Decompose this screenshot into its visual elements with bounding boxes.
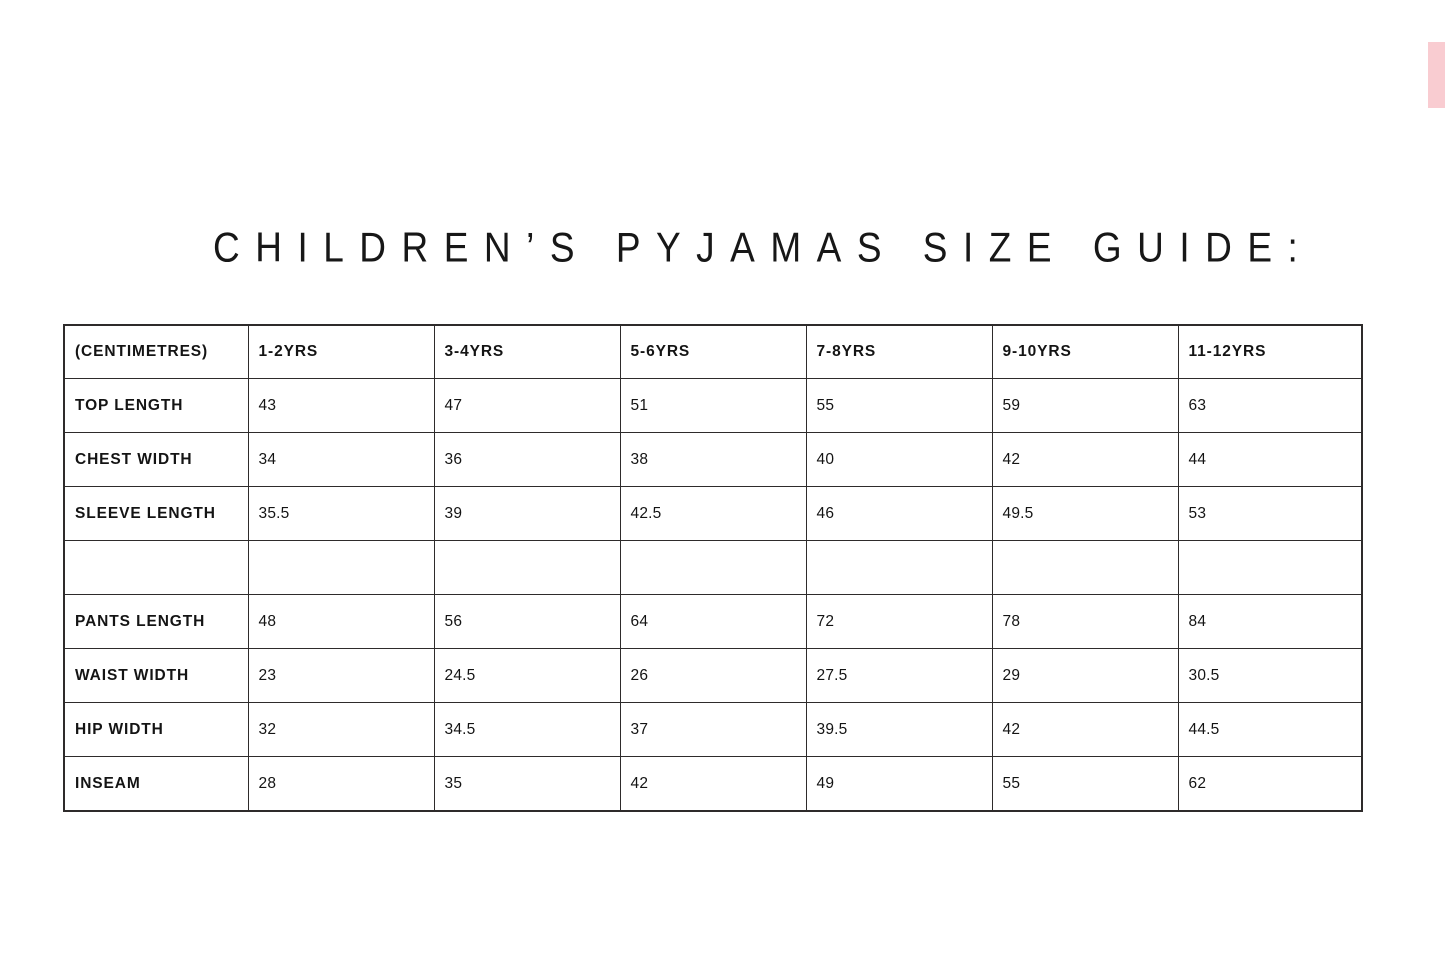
row-label: CHEST WIDTH — [64, 433, 248, 487]
measurement-cell: 23 — [248, 649, 434, 703]
measurement-cell: 38 — [620, 433, 806, 487]
table-head — [64, 325, 1362, 379]
measurement-cell: 49.5 — [992, 487, 1178, 541]
spacer-cell — [806, 541, 992, 595]
spacer-cell — [620, 541, 806, 595]
measurement-cell: 47 — [434, 379, 620, 433]
measurement-cell: 55 — [806, 379, 992, 433]
measurement-cell: 63 — [1178, 379, 1362, 433]
measurement-cell: 29 — [992, 649, 1178, 703]
measurement-cell: 56 — [434, 595, 620, 649]
column-header-size-6: 11-12YRS — [1178, 325, 1362, 379]
measurement-cell: 42 — [992, 703, 1178, 757]
measurement-cell: 51 — [620, 379, 806, 433]
measurement-cell: 64 — [620, 595, 806, 649]
pink-corner-block — [1428, 42, 1445, 108]
row-label: HIP WIDTH — [64, 703, 248, 757]
column-header-unit: (CENTIMETRES) — [64, 325, 248, 379]
measurement-cell: 55 — [992, 757, 1178, 812]
table-body — [64, 379, 1362, 812]
table-row — [64, 433, 1362, 487]
measurement-cell: 42 — [992, 433, 1178, 487]
measurement-cell: 37 — [620, 703, 806, 757]
spacer-cell — [248, 541, 434, 595]
spacer-cell — [992, 541, 1178, 595]
spacer-cell — [1178, 541, 1362, 595]
measurement-cell: 84 — [1178, 595, 1362, 649]
measurement-cell: 62 — [1178, 757, 1362, 812]
table-row — [64, 757, 1362, 812]
page-title: CHILDREN’S PYJAMAS SIZE GUIDE: — [213, 224, 1314, 271]
measurement-cell: 40 — [806, 433, 992, 487]
row-label: TOP LENGTH — [64, 379, 248, 433]
measurement-cell: 28 — [248, 757, 434, 812]
column-header-size-1: 1-2YRS — [248, 325, 434, 379]
measurement-cell: 49 — [806, 757, 992, 812]
measurement-cell: 30.5 — [1178, 649, 1362, 703]
measurement-cell: 34.5 — [434, 703, 620, 757]
measurement-cell: 43 — [248, 379, 434, 433]
measurement-cell: 48 — [248, 595, 434, 649]
row-label: SLEEVE LENGTH — [64, 487, 248, 541]
table-row — [64, 487, 1362, 541]
table-row — [64, 595, 1362, 649]
measurement-cell: 44.5 — [1178, 703, 1362, 757]
size-chart-table — [63, 324, 1363, 812]
spacer-cell — [64, 541, 248, 595]
table-spacer-row — [64, 541, 1362, 595]
size-table-container — [63, 324, 1359, 812]
column-header-size-4: 7-8YRS — [806, 325, 992, 379]
column-header-size-5: 9-10YRS — [992, 325, 1178, 379]
measurement-cell: 26 — [620, 649, 806, 703]
measurement-cell: 53 — [1178, 487, 1362, 541]
measurement-cell: 42.5 — [620, 487, 806, 541]
measurement-cell: 72 — [806, 595, 992, 649]
measurement-cell: 39 — [434, 487, 620, 541]
row-label: WAIST WIDTH — [64, 649, 248, 703]
measurement-cell: 59 — [992, 379, 1178, 433]
table-row — [64, 649, 1362, 703]
table-row — [64, 703, 1362, 757]
column-header-size-3: 5-6YRS — [620, 325, 806, 379]
table-row — [64, 379, 1362, 433]
measurement-cell: 24.5 — [434, 649, 620, 703]
measurement-cell: 34 — [248, 433, 434, 487]
measurement-cell: 44 — [1178, 433, 1362, 487]
measurement-cell: 36 — [434, 433, 620, 487]
measurement-cell: 35 — [434, 757, 620, 812]
measurement-cell: 35.5 — [248, 487, 434, 541]
row-label: INSEAM — [64, 757, 248, 812]
measurement-cell: 27.5 — [806, 649, 992, 703]
measurement-cell: 32 — [248, 703, 434, 757]
measurement-cell: 42 — [620, 757, 806, 812]
row-label: PANTS LENGTH — [64, 595, 248, 649]
table-header-row — [64, 325, 1362, 379]
measurement-cell: 78 — [992, 595, 1178, 649]
spacer-cell — [434, 541, 620, 595]
column-header-size-2: 3-4YRS — [434, 325, 620, 379]
measurement-cell: 46 — [806, 487, 992, 541]
measurement-cell: 39.5 — [806, 703, 992, 757]
